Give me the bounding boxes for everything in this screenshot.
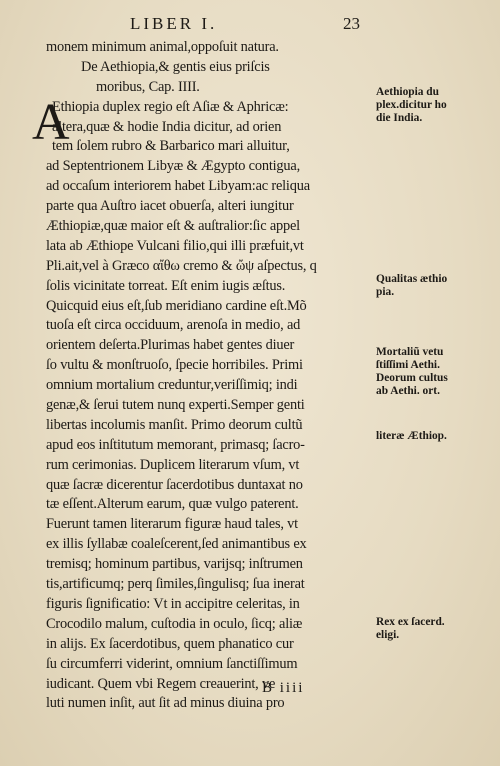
- running-header: [130, 14, 360, 34]
- chapter-title: moribus, Cap. IIII.: [96, 78, 200, 95]
- margin-note-line: Rex ex ſacerd.: [376, 616, 445, 628]
- text-line: libertas incolumis manſit. Primo deorum cultũ: [46, 416, 303, 433]
- text-line: iudicant. Quem vbi Regem creauerint, ve: [46, 675, 276, 692]
- text-line: Ethiopia duplex regio eſt Aſiæ & Aphricæ:: [52, 98, 289, 115]
- margin-note-literae: [376, 430, 494, 443]
- text-line: luti numen inſit, aut ſit ad minus diuina pro: [46, 695, 285, 712]
- text-line: Crocodilo malum, cuſtodia in oculo, ſicq; aliæ: [46, 615, 303, 632]
- text-line: parte qua Auſtro iacet obuerſa, alteri iungitur: [46, 198, 294, 215]
- margin-note-line: literæ Æthiop.: [376, 430, 447, 442]
- text-line: figuris ſignificatio: Vt in accipitre celeritas, in: [46, 595, 300, 612]
- running-title: LIBER I.: [130, 14, 218, 33]
- text-line: altera,quæ & hodie India dicitur, ad orien: [52, 118, 282, 135]
- text-line: tremisq; hominum partibus, varijsq; inſtrumen: [46, 556, 303, 573]
- text-line: rum cerimonias. Duplicem literarum vſum, vt: [46, 456, 300, 473]
- text-line: ſolis vicinitate torreat. Eſt enim iugis æſtus.: [46, 277, 286, 294]
- text-line: Æthiopiæ,quæ maior eſt & auſtralior:ſic appel: [46, 218, 300, 235]
- text-line: monem minimum animal,oppoſuit natura.: [46, 39, 279, 55]
- text-line: ſo vultu & monſtruoſo, ſpecie horribiles. Primi: [46, 357, 303, 374]
- margin-note-qualitas: [376, 273, 494, 299]
- margin-note-line: ab Aethi. ort.: [376, 385, 440, 397]
- text-line: tem ſolem rubro & Barbarico mari alluitur,: [52, 138, 290, 155]
- text-line: tuoſa eſt circa occiduum, arenoſa in medio, ad: [46, 317, 301, 334]
- text-line: Quicquid eius eſt,ſub meridiano cardine eſt.Mõ: [46, 297, 307, 314]
- margin-note-line: die India.: [376, 112, 423, 124]
- margin-note-line: Aethiopia du: [376, 86, 439, 98]
- text-line: tis,artificumq; perq ſimiles,ſingulisq; ſua inerat: [46, 576, 305, 593]
- text-line: apud eos inſtitutum memorant, primasq; ſacro-: [46, 436, 305, 453]
- margin-note-line: pia.: [376, 286, 395, 298]
- text-line: orientem deſerta.Plurimas habet gentes diuer: [46, 337, 295, 354]
- text-line: genæ,& ſerui tutem nunq experti.Semper genti: [46, 397, 305, 414]
- text-line: omnium mortalium creduntur,veriſſimiq; indi: [46, 377, 298, 394]
- text-line: quæ ſacræ dicerentur ſacerdotibus duntaxat no: [46, 476, 303, 493]
- margin-note-line: Deorum cultus: [376, 372, 448, 384]
- text-line: Pli.ait,vel à Græco αἴθω cremo & ὤψ aſpectus, q: [46, 257, 317, 274]
- margin-note-india: [376, 86, 494, 125]
- margin-note-line: eligi.: [376, 629, 400, 641]
- main-text-block: [46, 38, 376, 714]
- signature-mark: B iiii: [262, 680, 305, 696]
- margin-note-line: ſtiſſimi Aethi.: [376, 359, 440, 371]
- chapter-title: De Aethiopia,& gentis eius priſcis: [81, 58, 270, 75]
- text-line: lata ab Æthiope Vulcani filio,qui illi præfuit,vt: [46, 237, 304, 254]
- text-line: in alijs. Ex ſacerdotibus, quem phanatico cur: [46, 635, 294, 652]
- page-number: 23: [343, 14, 360, 33]
- margin-note-line: plex.dicitur ho: [376, 99, 447, 111]
- margin-note-line: Mortaliũ vetu: [376, 346, 444, 358]
- margin-note-mortalium: [376, 346, 494, 398]
- margin-note-line: Qualitas æthio: [376, 273, 448, 285]
- text-line: Fuerunt tamen literarum figuræ haud tales, vt: [46, 516, 298, 533]
- drop-capital: A: [32, 94, 70, 151]
- margin-note-rex: [376, 616, 494, 642]
- text-line: ſu circumferri viderint, omnium ſanctiſſimum: [46, 655, 298, 672]
- text-line: tæ eſſent.Alterum earum, quæ vulgo paterent.: [46, 496, 299, 513]
- text-line: ex illis ſyllabæ coaleſcerent,ſed animantibus ex: [46, 536, 307, 553]
- text-line: ad occaſum interiorem habet Libyam:ac reliqua: [46, 178, 310, 195]
- text-line: ad Septentrionem Libyæ & Ægypto contigua,: [46, 158, 300, 175]
